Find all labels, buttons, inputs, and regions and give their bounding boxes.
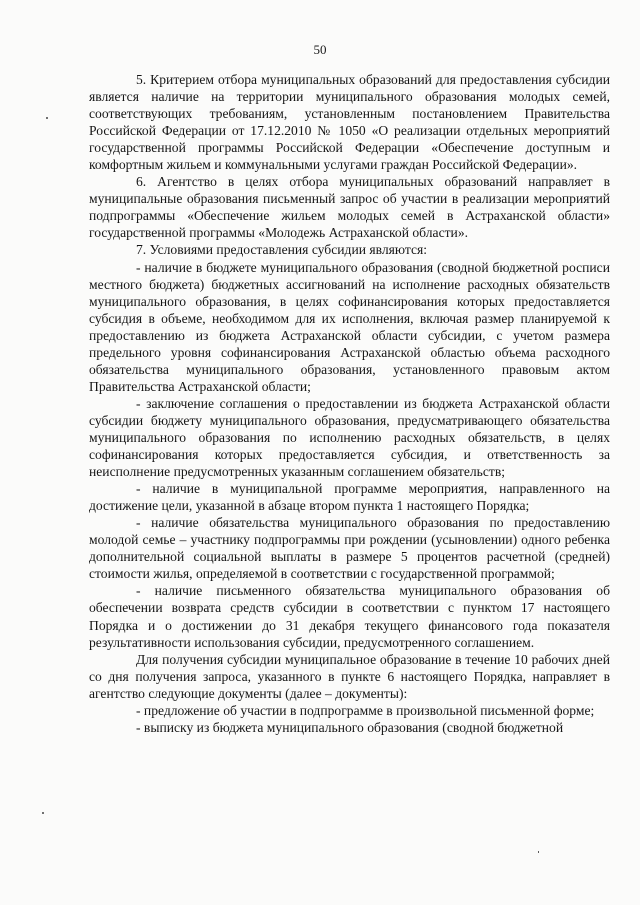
paragraph-item-5: 5. Критерием отбора муниципальных образований для предоставления субсидии является наличие на территории муниципального образования молодых семей, соответствующих требованиям, установленным постановлением Правительства Российской Федерации от 17.12.2010 № 1050 «О реализации отдельных мероприятий государственной программы Российской Федерации «Обеспечение доступным и комфортным жильем и коммунальными услугами граждан Российской Федерации». [89,72,610,173]
condition-budget-allocations: - наличие в бюджете муниципального образования (сводной бюджетной росписи местного бюджета) бюджетных ассигнований на исполнение расходных обязательств муниципального образования, в целях софинансирования которых предоставляется субсидия в объеме, необходимом для их исполнения, включая размер планируемой к предоставлению из бюджета Астраханской области субсидии, с учетом размера предельного уровня софинансирования Астраханской областью объема расходного обязательства муниципального образования, установленного правовым актом Правительства Астраханской области; [89,259,610,394]
paragraph-item-6: 6. Агентство в целях отбора муниципальных образований направляет в муниципальные образования письменный запрос об участии в реализации мероприятий подпрограммы «Обеспечение жильем молодых семей в Астраханской области» государственной программы «Молодежь Астраханской области». [89,174,610,241]
condition-municipal-program: - наличие в муниципальной программе мероприятия, направленного на достижение цели, указанной в абзаце втором пункта 1 настоящего Порядка; [89,481,610,514]
scan-speck [538,851,539,853]
document-body [89,71,610,736]
condition-subsidy-agreement: - заключение соглашения о предоставлении из бюджета Астраханской области субсидии бюджету муниципального образования, предусматривающего обязательства муниципального образования по исполнению расходных обязательств, в целях софинансирования которых предоставляется субсидия, и ответственность за неисполнение предусмотренных указанным соглашением обязательств; [89,395,610,480]
scan-speck [46,117,48,119]
page-number: 50 [313,42,327,57]
paragraph-item-7: 7. Условиями предоставления субсидии являются: [136,242,428,258]
documents-submission-paragraph: Для получения субсидии муниципальное образование в течение 10 рабочих дней со дня получения запроса, указанного в пункте 6 настоящего Порядка, направляет в агентство следующие документы (далее – документы): [89,651,610,701]
scan-speck [42,812,44,814]
document-item-budget-extract: - выписку из бюджета муниципального образования (сводной бюджетной [136,719,564,735]
condition-return-obligation: - наличие письменного обязательства муниципального образования об обеспечении возврата средств субсидии в соответствии с пунктом 17 настоящего Порядка и о достижении до 31 декабря текущего финансового года показателя результативности использования субсидии, предусмотренного соглашением. [89,583,610,650]
condition-additional-payment: - наличие обязательства муниципального образования по предоставлению молодой семье – участнику подпрограммы при рождении (усыновлении) одного ребенка дополнительной социальной выплаты в размере 5 процентов расчетной (средней) стоимости жилья, определяемой в соответствии с государственной программой; [89,515,610,582]
document-item-proposal: - предложение об участии в подпрограмме в произвольной письменной форме; [136,702,595,718]
